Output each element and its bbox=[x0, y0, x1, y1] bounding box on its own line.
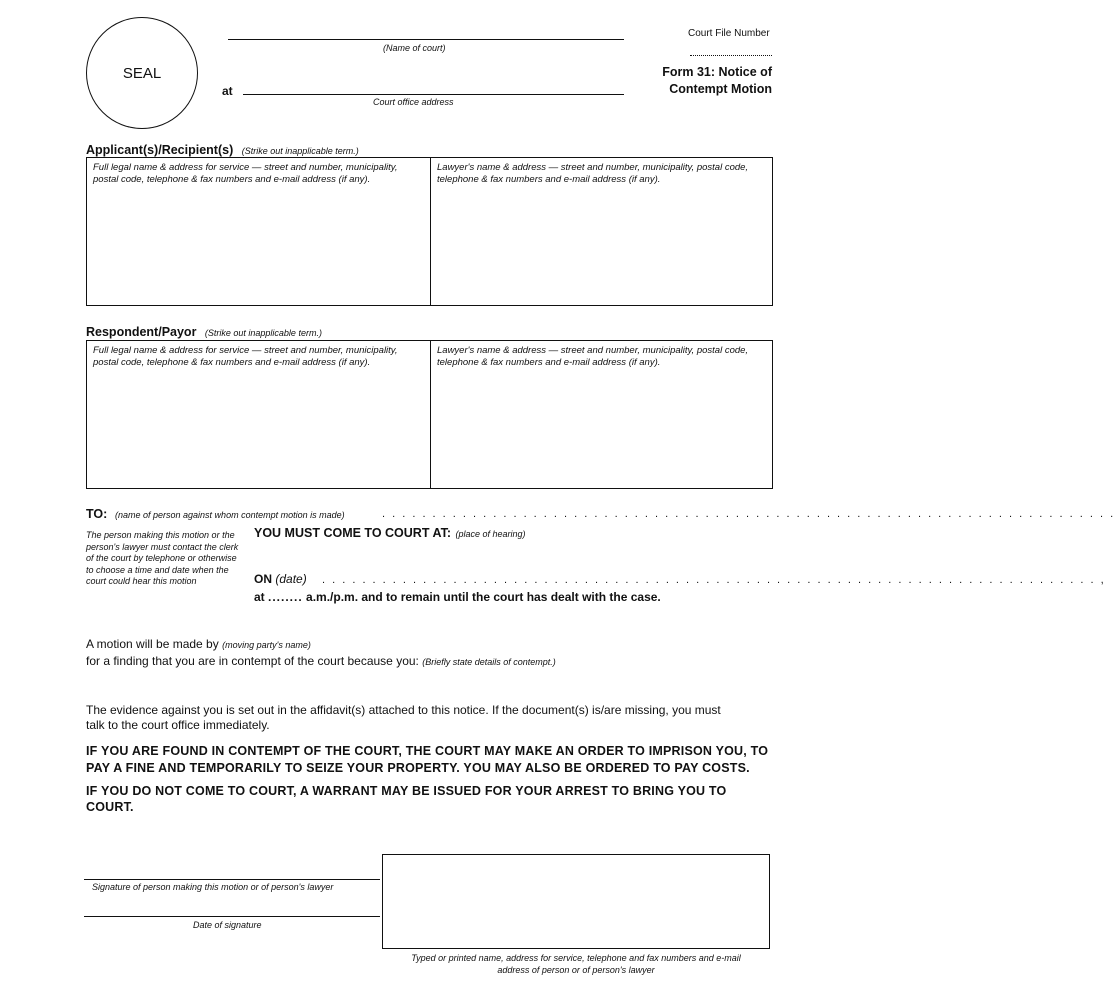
court-name-line[interactable] bbox=[228, 39, 624, 40]
must-come-row bbox=[254, 524, 526, 542]
signature-caption: Signature of person making this motion or of person's lawyer bbox=[92, 882, 334, 892]
moving-party-note: (moving party's name) bbox=[222, 640, 311, 650]
name-address-caption bbox=[382, 952, 770, 976]
on-date-row bbox=[254, 572, 307, 586]
respondent-lawyer-caption: Lawyer's name & address — street and number, municipality, postal code, telephone & fax numbers and e-mail address (if any). bbox=[437, 345, 749, 368]
to-side-note: The person making this motion or the person's lawyer must contact the clerk of the court by telephone or otherwise to choose a time and date when the court could hear this motion bbox=[86, 530, 239, 586]
court-file-number-label: Court File Number bbox=[688, 28, 770, 39]
applicant-note: (Strike out inapplicable term.) bbox=[241, 146, 359, 156]
court-address-caption: Court office address bbox=[373, 97, 454, 107]
date-caption: Date of signature bbox=[193, 920, 262, 930]
warning-contempt-line1: IF YOU ARE FOUND IN CONTEMPT OF THE COURT, THE COURT MAY MAKE AN ORDER TO IMPRISON YOU, TO bbox=[86, 744, 769, 758]
applicant-party-caption: Full legal name & address for service — street and number, municipality, postal code, telephone & fax numbers and e-mail address (if any). bbox=[93, 162, 398, 185]
evidence-line2: talk to the court office immediately. bbox=[86, 718, 270, 732]
court-name-caption: (Name of court) bbox=[383, 43, 446, 53]
signature-line[interactable] bbox=[84, 879, 380, 880]
applicant-lawyer-cell[interactable] bbox=[431, 158, 772, 305]
respondent-heading: Respondent/Payor bbox=[86, 325, 197, 339]
to-label: TO: bbox=[86, 507, 108, 521]
court-file-number-field[interactable] bbox=[690, 55, 772, 56]
date-note: (date) bbox=[275, 572, 307, 586]
name-address-caption-line1: Typed or printed name, address for service, telephone and fax numbers and e-mail bbox=[411, 953, 741, 963]
warning-contempt-line2: PAY A FINE AND TEMPORARILY TO SEIZE YOUR PROPERTY. YOU MAY ALSO BE ORDERED TO PAY COSTS. bbox=[86, 761, 750, 775]
to-name-field[interactable]: . . . . . . . . . . . . . . . . . . . . . . . . . . . . . . . . . . . . . . . . . . . . . . . . . . . . . . . . . . . . . . . . . . . . . . . . . bbox=[382, 508, 1115, 520]
contempt-details-note: (Briefly state details of contempt.) bbox=[422, 657, 556, 667]
applicant-lawyer-caption: Lawyer's name & address — street and number, municipality, postal code, telephone & fax numbers and e-mail address (if any). bbox=[437, 162, 749, 185]
at-label: at bbox=[222, 84, 233, 98]
motion-line1 bbox=[86, 637, 311, 651]
seal-label: SEAL bbox=[122, 64, 162, 82]
respondent-party-cell[interactable] bbox=[87, 341, 431, 488]
place-note: (place of hearing) bbox=[455, 529, 526, 539]
form-title-line1: Form 31: Notice of bbox=[662, 65, 772, 79]
respondent-party-caption: Full legal name & address for service — street and number, municipality, postal code, telephone & fax numbers and e-mail address (if any). bbox=[93, 345, 398, 368]
on-label: ON bbox=[254, 572, 272, 586]
must-come-label: YOU MUST COME TO COURT AT: bbox=[254, 526, 451, 540]
name-address-caption-line2: address of person or of person's lawyer bbox=[497, 965, 655, 975]
motion-made-by: A motion will be made by bbox=[86, 637, 219, 651]
date-line[interactable] bbox=[84, 916, 380, 917]
respondent-heading-row bbox=[86, 323, 322, 341]
respondent-box bbox=[86, 340, 773, 489]
at-time-label: at bbox=[254, 590, 265, 604]
to-note: (name of person against whom contempt motion is made) bbox=[115, 510, 345, 520]
applicant-box bbox=[86, 157, 773, 306]
respondent-lawyer-cell[interactable] bbox=[431, 341, 772, 488]
seal-circle bbox=[86, 17, 198, 129]
name-address-box[interactable] bbox=[382, 854, 770, 949]
respondent-note: (Strike out inapplicable term.) bbox=[204, 328, 322, 338]
contempt-reason: for a finding that you are in contempt of the court because you: bbox=[86, 654, 419, 668]
applicant-party-cell[interactable] bbox=[87, 158, 431, 305]
time-row bbox=[254, 590, 661, 604]
warning-arrest-line1: IF YOU DO NOT COME TO COURT, A WARRANT MAY BE ISSUED FOR YOUR ARREST TO BRING YOU TO bbox=[86, 784, 727, 798]
time-field[interactable]: ........ bbox=[268, 590, 303, 604]
motion-line2 bbox=[86, 654, 556, 668]
court-address-line[interactable] bbox=[243, 94, 624, 95]
form-title-line2: Contempt Motion bbox=[669, 82, 772, 96]
evidence-line1: The evidence against you is set out in the affidavit(s) attached to this notice. If the document(s) is/are missing, you must bbox=[86, 703, 721, 717]
hearing-date-field[interactable]: . . . . . . . . . . . . . . . . . . . . . . . . . . . . . . . . . . . . . . . . . . . . . . . . . . . . . . . . . . . . . . . . . . . . . . . . . . . . . , bbox=[322, 574, 1106, 586]
warning-arrest-line2: COURT. bbox=[86, 800, 134, 814]
applicant-heading: Applicant(s)/Recipient(s) bbox=[86, 143, 234, 157]
time-text: a.m./p.m. and to remain until the court has dealt with the case. bbox=[306, 590, 661, 604]
